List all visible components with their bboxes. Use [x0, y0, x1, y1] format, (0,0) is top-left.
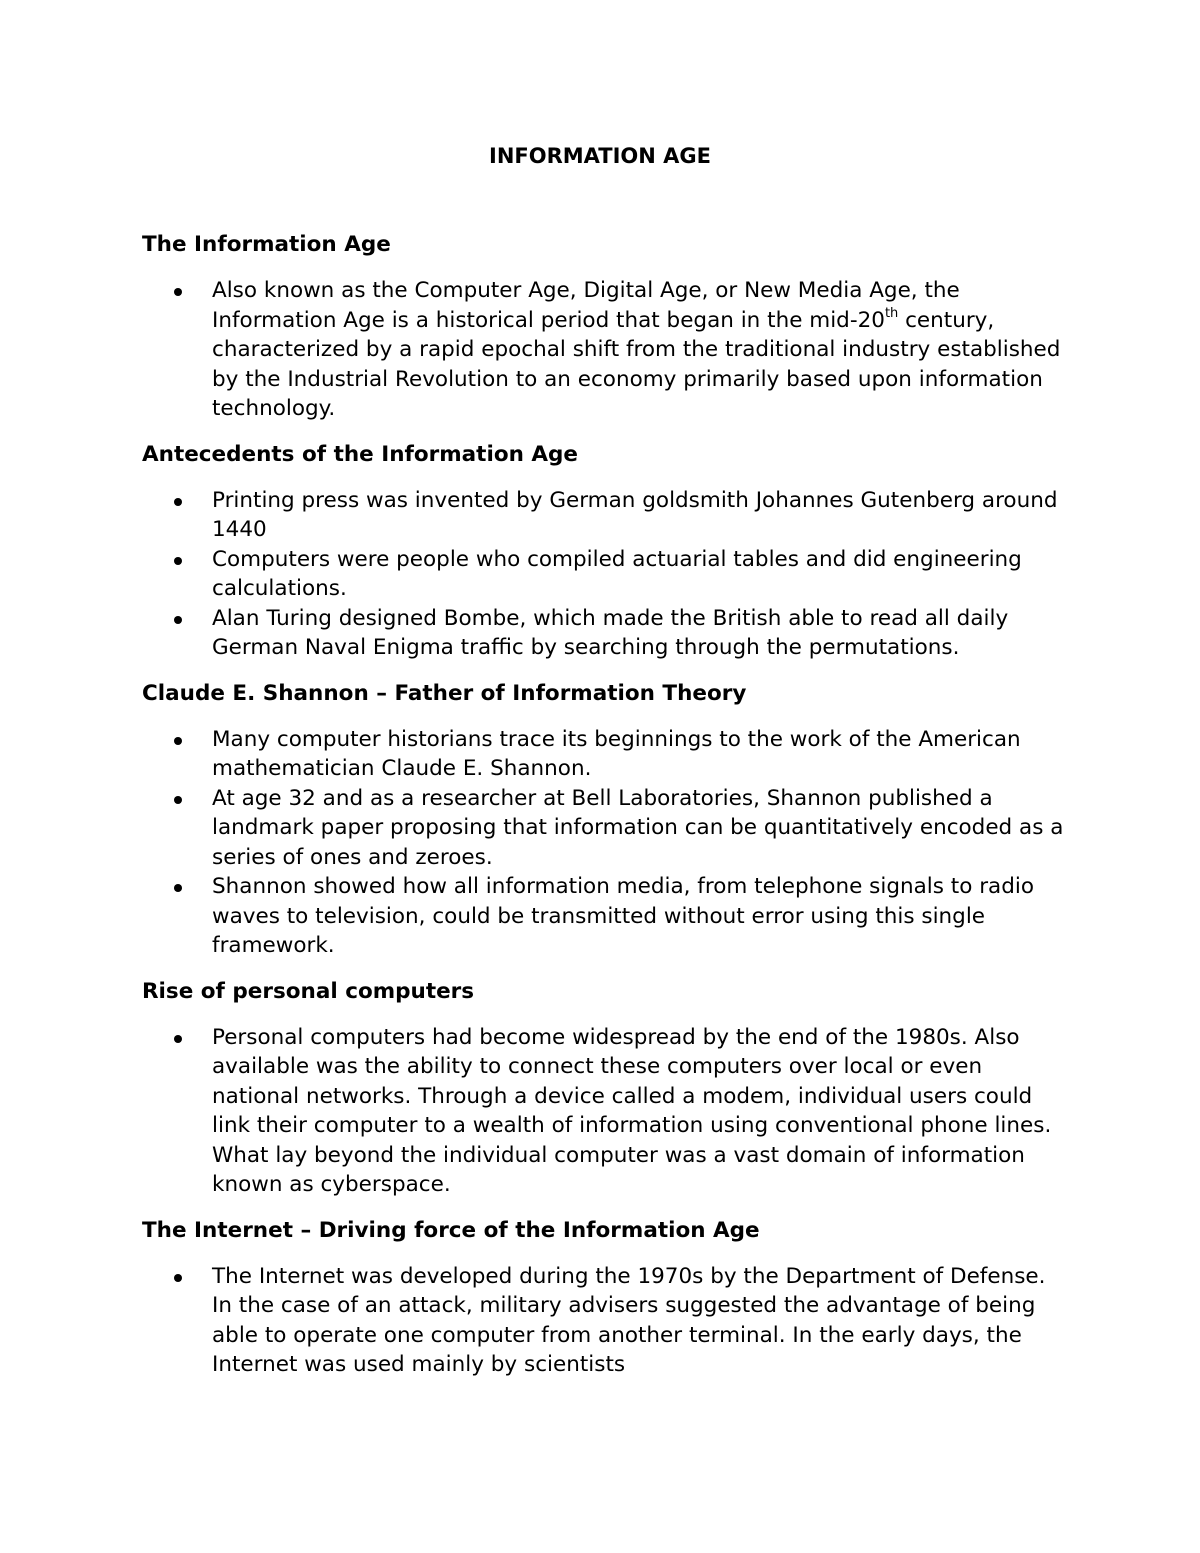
- bullet-list: [142, 1023, 1072, 1200]
- list-item-text: Personal computers had become widespread by the end of the 1980s. Also available was the ability to connect these computers over local or even national networks. Through a device called a modem, individual users could link their computer to a wealth of information using conventional phone lines. What lay beyond the individual computer was a vast domain of information known as cyberspace.: [212, 1024, 1052, 1197]
- list-item: [142, 1023, 1072, 1200]
- list-item-text: Computers were people who compiled actuarial tables and did engineering calculations.: [212, 546, 1022, 601]
- list-item: [142, 276, 1072, 424]
- list-item-text: At age 32 and as a researcher at Bell Laboratories, Shannon published a landmark paper proposing that information can be quantitatively encoded as a series of ones and zeroes.: [212, 785, 1064, 870]
- document-body: [142, 230, 1072, 1396]
- page-title: INFORMATION AGE: [489, 144, 711, 168]
- bullet-icon: [174, 737, 182, 745]
- bullet-icon: [174, 557, 182, 565]
- section-heading: Antecedents of the Information Age: [142, 441, 578, 467]
- bullet-list: [142, 276, 1072, 424]
- bullet-icon: [174, 288, 182, 296]
- list-item: [142, 872, 1072, 961]
- bullet-icon: [174, 884, 182, 892]
- list-item-text: Many computer historians trace its beginnings to the work of the American mathematician Claude E. Shannon.: [212, 726, 1021, 781]
- list-item: [142, 725, 1072, 784]
- bullet-icon: [174, 498, 182, 506]
- list-item: [142, 604, 1072, 663]
- list-item-text-continued: century, characterized by a rapid epochal shift from the traditional industry established by the Industrial Revolution to an economy primarily based upon information technology.: [212, 307, 1061, 421]
- section-heading: The Internet – Driving force of the Information Age: [142, 1217, 760, 1243]
- list-item: [142, 784, 1072, 873]
- list-item-text: Printing press was invented by German goldsmith Johannes Gutenberg around 1440: [212, 487, 1058, 542]
- bullet-icon: [174, 616, 182, 624]
- bullet-list: [142, 725, 1072, 961]
- section-heading: The Information Age: [142, 232, 391, 257]
- list-item: [142, 545, 1072, 604]
- list-item-text: Shannon showed how all information media, from telephone signals to radio waves to television, could be transmitted without error using this single framework.: [212, 874, 1034, 958]
- bullet-list: [142, 1262, 1072, 1380]
- list-item-text: Alan Turing designed Bombe, which made the British able to read all daily German Naval Enigma traffic by searching through the permutations.: [212, 605, 1009, 660]
- list-item: [142, 1262, 1072, 1380]
- bullet-icon: [174, 796, 182, 804]
- bullet-icon: [174, 1035, 182, 1043]
- bullet-icon: [174, 1274, 182, 1282]
- bullet-list: [142, 486, 1072, 663]
- list-item-text: Also known as the Computer Age, Digital Age, or New Media Age, the Information Age is a historical period that began in the mid-20: [212, 278, 960, 333]
- section-heading: Claude E. Shannon – Father of Information Theory: [142, 680, 747, 706]
- list-item: [142, 486, 1072, 545]
- superscript: th: [884, 305, 899, 321]
- section-heading: Rise of personal computers: [142, 978, 475, 1004]
- list-item-text: The Internet was developed during the 1970s by the Department of Defense. In the case of an attack, military advisers suggested the advantage of being able to operate one computer from another terminal. In the early days, the Internet was used mainly by scientists: [212, 1263, 1046, 1377]
